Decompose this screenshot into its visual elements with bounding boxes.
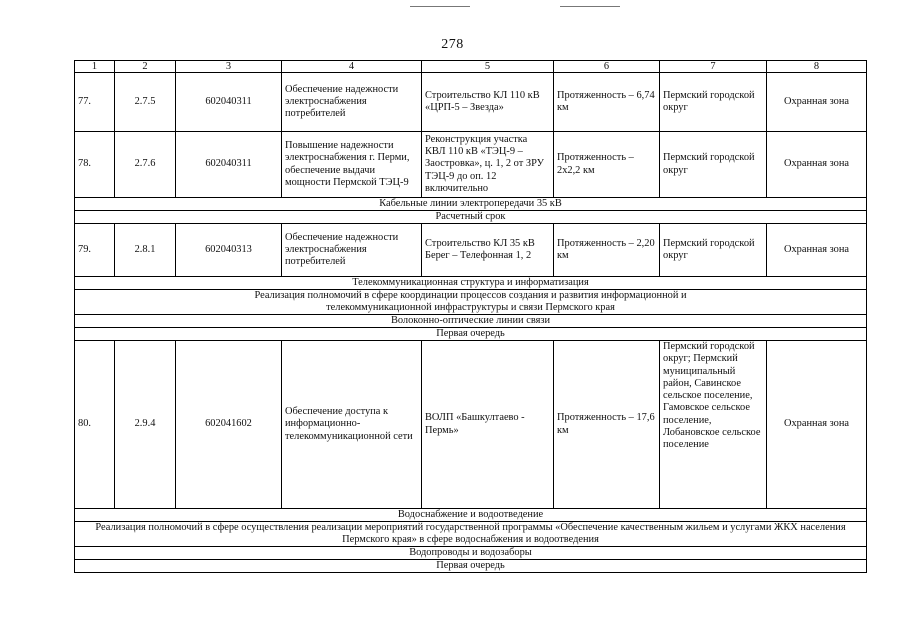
header-cell: 1	[75, 61, 115, 73]
row-number: 80.	[75, 341, 115, 509]
row-length: Протяженность – 6,74 км	[554, 73, 660, 132]
row-location: Пермский городской округ	[660, 132, 767, 198]
row-code: 2.7.5	[115, 73, 176, 132]
row-number: 78.	[75, 132, 115, 198]
row-object: ВОЛП «Башкултаево - Пермь»	[422, 341, 554, 509]
row-code: 2.9.4	[115, 341, 176, 509]
row-zone: Охранная зона	[767, 224, 867, 277]
row-purpose: Повышение надежности электроснабжения г. Перми, обеспечение выдачи мощности Пермской ТЭЦ-9	[282, 132, 422, 198]
section-water: Водоснабжение и водоотведение	[75, 509, 867, 522]
table-row	[75, 224, 867, 277]
row-location: Пермский городской округ; Пермский муниципальный район, Савинское сельское поселение, Гамовское сельское поселение, Лобановское сельское поселение	[660, 341, 767, 509]
row-id: 602040311	[176, 132, 282, 198]
row-length: Протяженность – 17,6 км	[554, 341, 660, 509]
row-object: Строительство КЛ 35 кВ Берег – Телефонная 1, 2	[422, 224, 554, 277]
table-row	[75, 341, 867, 509]
section-water-powers: Реализация полномочий в сфере осуществления реализации мероприятий государственной программы «Обеспечение качественным жильем и услугами ЖКХ населения Пермского края» в сфере водоснабжения и водоотведения	[75, 522, 867, 547]
section-cable-35kv: Кабельные линии электропередачи 35 кВ	[75, 198, 867, 211]
row-object: Строительство КЛ 110 кВ «ЦРП-5 – Звезда»	[422, 73, 554, 132]
document-table	[74, 60, 867, 573]
row-purpose: Обеспечение доступа к информационно-телекоммуникационной сети	[282, 341, 422, 509]
header-cell: 5	[422, 61, 554, 73]
header-cell: 8	[767, 61, 867, 73]
row-id: 602041602	[176, 341, 282, 509]
section-heading	[75, 315, 867, 328]
header-cell: 2	[115, 61, 176, 73]
section-heading	[75, 198, 867, 211]
row-number: 79.	[75, 224, 115, 277]
row-length: Протяженность – 2,20 км	[554, 224, 660, 277]
top-rule-right	[560, 6, 620, 7]
section-heading	[75, 509, 867, 522]
page-number: 278	[441, 37, 464, 52]
section-heading	[75, 211, 867, 224]
section-heading	[75, 547, 867, 560]
row-code: 2.7.6	[115, 132, 176, 198]
row-zone: Охранная зона	[767, 341, 867, 509]
row-object: Реконструкция участка КВЛ 110 кВ «ТЭЦ-9 – Заостровка», ц. 1, 2 от ЗРУ ТЭЦ-9 до оп. 12 включительно	[422, 132, 554, 198]
section-telecom: Телекоммуникационная структура и информатизация	[75, 277, 867, 290]
row-number: 77.	[75, 73, 115, 132]
row-purpose: Обеспечение надежности электроснабжения потребителей	[282, 73, 422, 132]
section-heading	[75, 522, 867, 547]
row-length: Протяженность – 2х2,2 км	[554, 132, 660, 198]
row-purpose: Обеспечение надежности электроснабжения потребителей	[282, 224, 422, 277]
header-cell: 3	[176, 61, 282, 73]
row-code: 2.8.1	[115, 224, 176, 277]
row-location: Пермский городской округ	[660, 224, 767, 277]
row-location: Пермский городской округ	[660, 73, 767, 132]
header-cell: 4	[282, 61, 422, 73]
section-estimated-term: Расчетный срок	[75, 211, 867, 224]
row-zone: Охранная зона	[767, 132, 867, 198]
table-row	[75, 73, 867, 132]
row-zone: Охранная зона	[767, 73, 867, 132]
section-heading	[75, 290, 867, 315]
section-first-queue: Первая очередь	[75, 328, 867, 341]
section-heading	[75, 560, 867, 573]
top-rule-left	[410, 6, 470, 7]
section-heading	[75, 328, 867, 341]
section-telecom-powers: Реализация полномочий в сфере координации процессов создания и развития информационной и телекоммуникационной инфраструктуры и связи Пермского края	[75, 290, 867, 315]
section-first-queue: Первая очередь	[75, 560, 867, 573]
header-cell: 7	[660, 61, 767, 73]
table-row	[75, 132, 867, 198]
column-number-header	[75, 61, 867, 73]
section-fiber-lines: Волоконно-оптические линии связи	[75, 315, 867, 328]
header-cell: 6	[554, 61, 660, 73]
section-water-pipes: Водопроводы и водозаборы	[75, 547, 867, 560]
row-id: 602040311	[176, 73, 282, 132]
row-id: 602040313	[176, 224, 282, 277]
section-heading	[75, 277, 867, 290]
